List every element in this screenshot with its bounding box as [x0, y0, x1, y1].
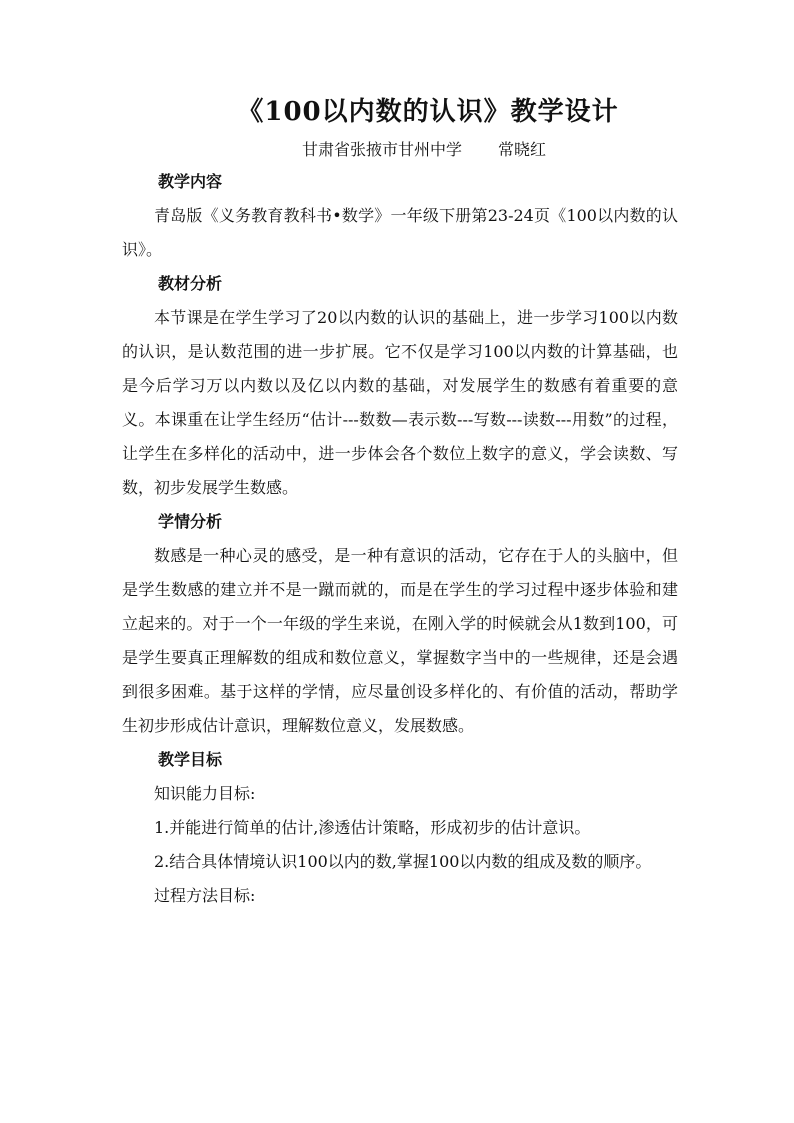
section-heading-teaching-content: 教学内容 [158, 172, 223, 191]
teaching-content-text: 青岛版《义务教育教科书•数学》一年级下册第23-24页《100以内数的认识》。 [122, 206, 678, 259]
student-analysis-text: 数感是一种心灵的感受，是一种有意识的活动，它存在于人的头脑中，但是学生数感的建立并不是一蹴而就的，而是在学生的学习过程中逐步体验和建立起来的。对于一个一年级的学生来说，在刚入学的时候就会从1数到100，可是学生要真正理解数的组成和数位意义，掌握数字当中的一些规律，还是会遇到很多困难。基于这样的学情，应尽量创设多样化的、有价值的活动，帮助学生初步形成估计意识，理解数位意义，发展数感。 [122, 546, 678, 735]
process-objectives-label: 过程方法目标: [154, 886, 256, 905]
objective-item-2: 2.结合具体情境认识100以内的数,掌握100以内数的组成及数的顺序。 [154, 852, 652, 871]
document-body [122, 165, 678, 913]
knowledge-objectives-label: 知识能力目标: [154, 784, 256, 803]
author-name: 常晓红 [498, 140, 547, 159]
section-heading-textbook-analysis: 教材分析 [158, 274, 223, 293]
objective-item-1: 1.并能进行简单的估计,渗透估计策略，形成初步的估计意识。 [154, 818, 591, 837]
document-title: 《100以内数的认识》教学设计 [237, 97, 619, 127]
author-school: 甘肃省张掖市甘州中学 [302, 140, 463, 159]
author-line [302, 138, 546, 162]
textbook-analysis-text: 本节课是在学生学习了20以内数的认识的基础上，进一步学习100以内数的认识，是认数范围的进一步扩展。它不仅是学习100以内数的计算基础，也是今后学习万以内数以及亿以内数的基础，对发展学生的数感有着重要的意义。本课重在让学生经历“估计---数数—表示数---写数---读数---用数”的过程，让学生在多样化的活动中，进一步体会各个数位上数字的意义，学会读数、写数，初步发展学生数感。 [122, 308, 678, 497]
section-heading-objectives: 教学目标 [158, 750, 223, 769]
section-heading-student-analysis: 学情分析 [158, 512, 223, 531]
